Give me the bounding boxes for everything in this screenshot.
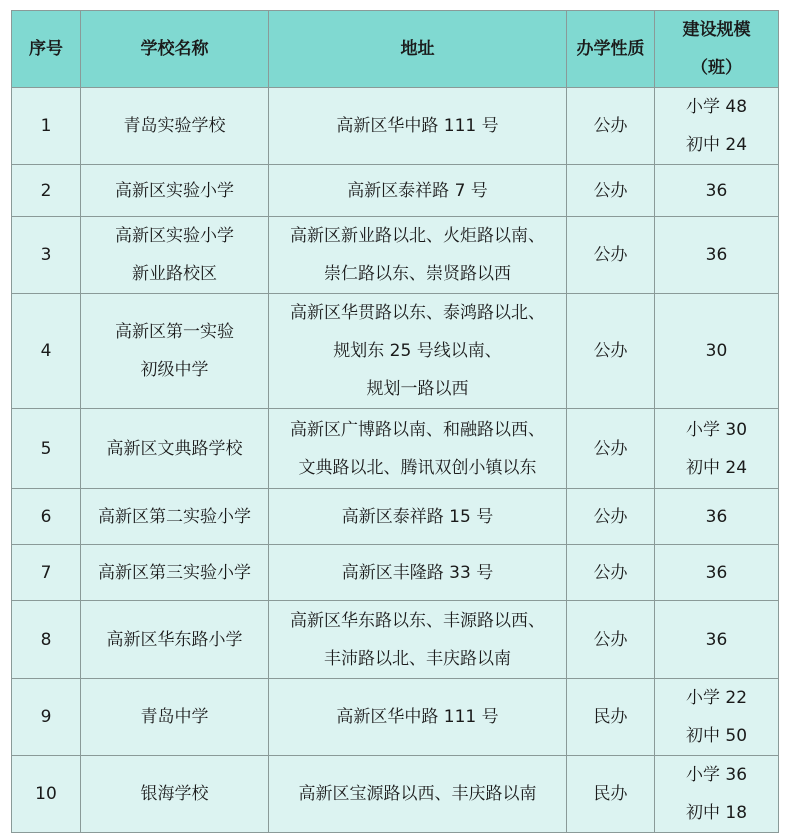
cell-address xyxy=(269,679,567,756)
cell-name-line: 初级中学 xyxy=(140,360,209,380)
cell-name xyxy=(81,545,269,601)
cell-scale-line: 小学 36 xyxy=(685,765,748,785)
table-row xyxy=(12,679,779,756)
cell-address-line: 高新区广博路以南、和融路以西、 xyxy=(290,419,545,440)
cell-scale xyxy=(655,409,779,489)
table-row xyxy=(12,294,779,409)
table-row xyxy=(12,217,779,294)
cell-name xyxy=(81,409,269,489)
cell-name xyxy=(81,217,269,294)
cell-type: 公办 xyxy=(567,601,655,679)
cell-scale-line: 小学 48 xyxy=(685,97,748,117)
cell-type: 公办 xyxy=(567,545,655,601)
cell-address-line: 高新区新业路以北、火炬路以南、 xyxy=(290,226,545,246)
cell-name-line: 高新区华东路小学 xyxy=(106,629,243,650)
header-row xyxy=(12,11,779,88)
cell-name-line: 高新区实验小学 xyxy=(115,226,234,246)
cell-scale xyxy=(655,756,779,833)
cell-name-line: 高新区第一实验 xyxy=(115,322,234,342)
cell-type: 民办 xyxy=(567,756,655,833)
cell-scale-line: 初中 18 xyxy=(685,803,748,823)
cell-address-line: 崇仁路以东、崇贤路以西 xyxy=(324,264,511,284)
cell-no: 4 xyxy=(12,294,81,409)
school-table xyxy=(11,10,779,833)
cell-type: 公办 xyxy=(567,294,655,409)
cell-address-line: 高新区华东路以东、丰源路以西、 xyxy=(290,610,545,631)
cell-address-line: 高新区泰祥路 7 号 xyxy=(347,180,488,201)
cell-type: 公办 xyxy=(567,489,655,545)
cell-address xyxy=(269,545,567,601)
cell-scale-line: 36 xyxy=(705,180,728,201)
cell-address-line: 高新区华中路 111 号 xyxy=(336,116,499,136)
cell-no: 7 xyxy=(12,545,81,601)
cell-name xyxy=(81,489,269,545)
cell-address xyxy=(269,601,567,679)
cell-name-line: 高新区文典路学校 xyxy=(106,438,243,459)
cell-no: 8 xyxy=(12,601,81,679)
cell-name xyxy=(81,679,269,756)
header-type: 办学性质 xyxy=(567,11,655,88)
cell-address xyxy=(269,409,567,489)
cell-address xyxy=(269,88,567,165)
cell-scale xyxy=(655,217,779,294)
cell-type: 公办 xyxy=(567,217,655,294)
cell-address xyxy=(269,165,567,217)
cell-scale xyxy=(655,165,779,217)
cell-scale xyxy=(655,545,779,601)
cell-address-line: 规划一路以西 xyxy=(366,379,469,399)
cell-name-line: 新业路校区 xyxy=(132,264,217,284)
cell-no: 5 xyxy=(12,409,81,489)
cell-address-line: 文典路以北、腾讯双创小镇以东 xyxy=(298,457,537,478)
cell-no: 1 xyxy=(12,88,81,165)
cell-address xyxy=(269,489,567,545)
cell-address xyxy=(269,294,567,409)
table-row xyxy=(12,756,779,833)
cell-address xyxy=(269,756,567,833)
cell-address-line: 高新区华贯路以东、泰鸿路以北、 xyxy=(290,303,545,323)
cell-name xyxy=(81,756,269,833)
header-scale-unit: （班） xyxy=(691,58,742,78)
cell-scale-line: 36 xyxy=(705,629,728,650)
cell-scale-line: 初中 24 xyxy=(685,457,748,478)
cell-type: 公办 xyxy=(567,409,655,489)
cell-scale-line: 小学 22 xyxy=(685,688,748,708)
cell-scale-line: 初中 24 xyxy=(685,135,748,155)
cell-address xyxy=(269,217,567,294)
cell-name-line: 青岛中学 xyxy=(140,707,209,727)
cell-address-line: 丰沛路以北、丰庆路以南 xyxy=(324,648,511,669)
header-no: 序号 xyxy=(12,11,81,88)
table-row xyxy=(12,601,779,679)
cell-type: 公办 xyxy=(567,88,655,165)
cell-scale-line: 初中 50 xyxy=(685,726,748,746)
cell-type: 公办 xyxy=(567,165,655,217)
cell-no: 9 xyxy=(12,679,81,756)
cell-name xyxy=(81,165,269,217)
cell-scale xyxy=(655,679,779,756)
cell-scale-line: 36 xyxy=(705,245,728,265)
header-name: 学校名称 xyxy=(81,11,269,88)
cell-name xyxy=(81,294,269,409)
cell-address-line: 规划东 25 号线以南、 xyxy=(333,341,502,361)
header-scale-label: 建设规模 xyxy=(682,20,751,40)
table-row xyxy=(12,545,779,601)
cell-scale-line: 30 xyxy=(705,341,728,361)
cell-no: 2 xyxy=(12,165,81,217)
cell-no: 10 xyxy=(12,756,81,833)
cell-scale xyxy=(655,88,779,165)
cell-scale xyxy=(655,294,779,409)
cell-name-line: 高新区第二实验小学 xyxy=(98,506,251,527)
cell-name-line: 青岛实验学校 xyxy=(123,116,226,136)
cell-scale xyxy=(655,601,779,679)
cell-scale-line: 36 xyxy=(705,562,728,583)
cell-no: 6 xyxy=(12,489,81,545)
table-row xyxy=(12,489,779,545)
cell-name xyxy=(81,601,269,679)
header-scale xyxy=(655,11,779,88)
header-address: 地址 xyxy=(269,11,567,88)
cell-address-line: 高新区丰隆路 33 号 xyxy=(341,562,494,583)
cell-scale-line: 36 xyxy=(705,506,728,527)
cell-scale xyxy=(655,489,779,545)
cell-no: 3 xyxy=(12,217,81,294)
cell-name-line: 高新区实验小学 xyxy=(115,180,234,201)
table-row xyxy=(12,165,779,217)
table-row xyxy=(12,409,779,489)
cell-name xyxy=(81,88,269,165)
cell-name-line: 银海学校 xyxy=(140,784,209,804)
cell-address-line: 高新区宝源路以西、丰庆路以南 xyxy=(298,784,537,804)
table-row xyxy=(12,88,779,165)
cell-address-line: 高新区华中路 111 号 xyxy=(336,707,499,727)
cell-address-line: 高新区泰祥路 15 号 xyxy=(341,506,494,527)
cell-type: 民办 xyxy=(567,679,655,756)
cell-scale-line: 小学 30 xyxy=(685,419,748,440)
cell-name-line: 高新区第三实验小学 xyxy=(98,562,251,583)
